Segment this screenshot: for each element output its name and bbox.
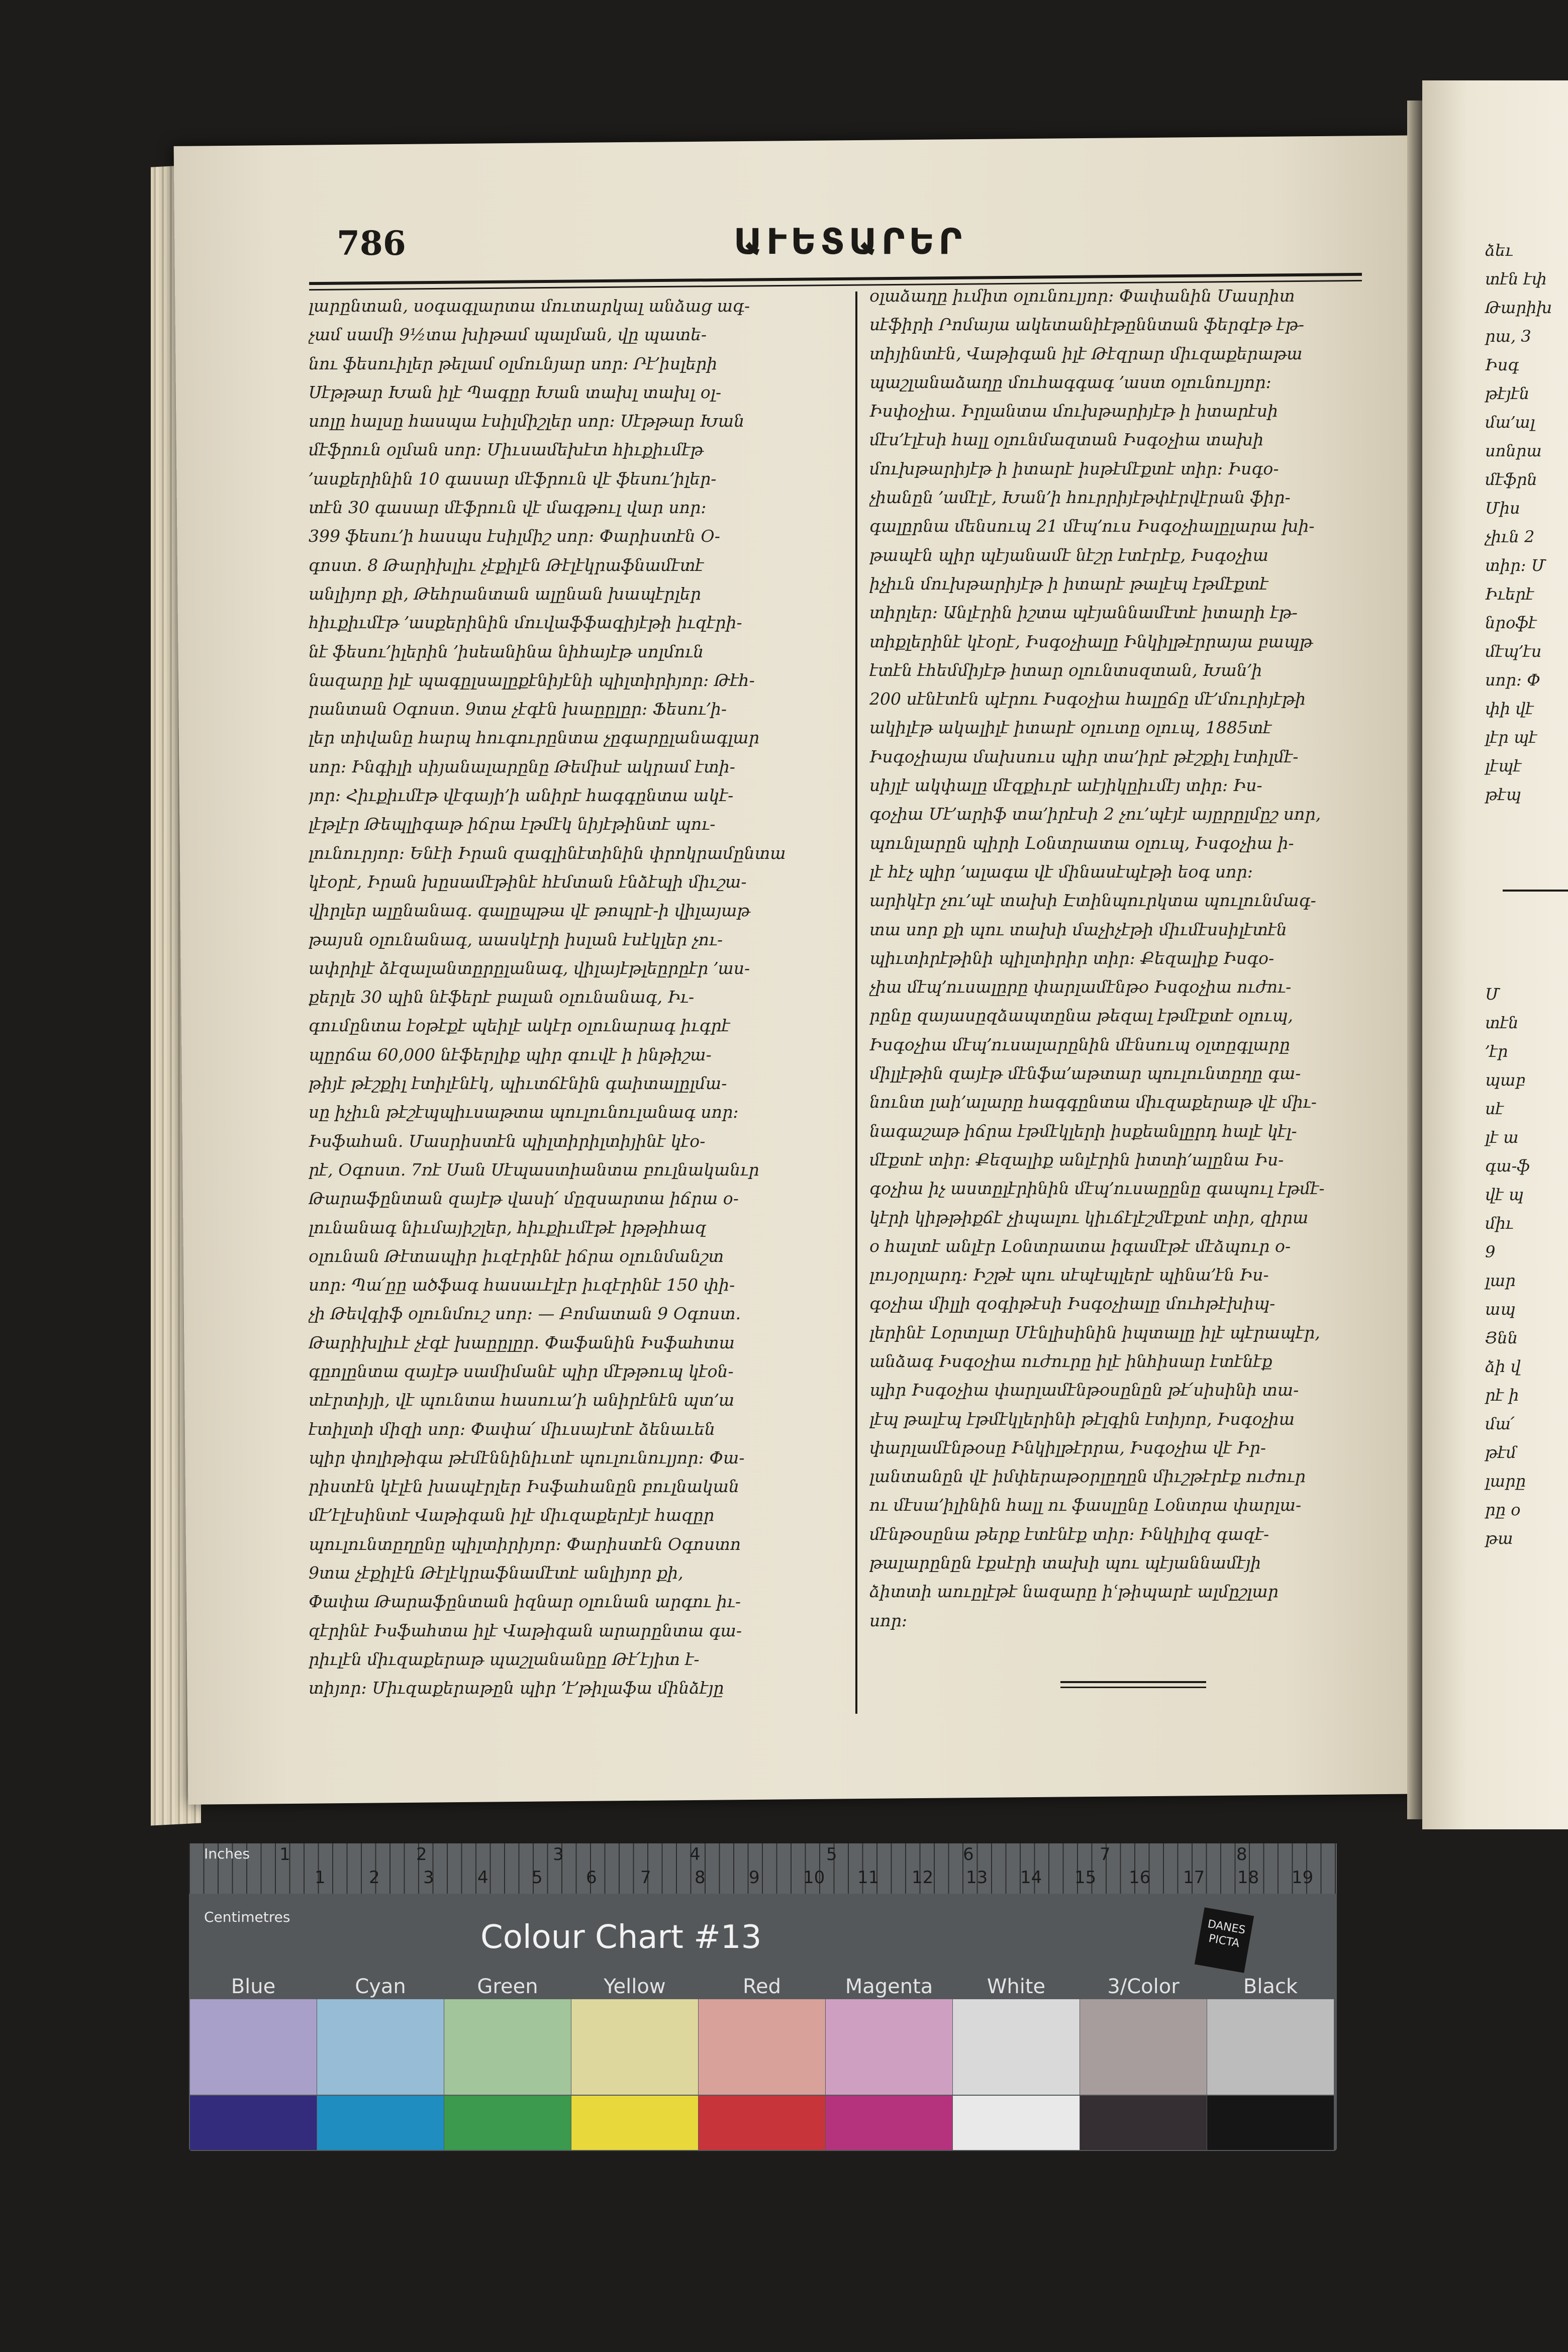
text-line: ձիտտի աուըլէթէ նազարը իՙթիպարէ ալմըշլար xyxy=(869,1582,1279,1602)
ruler-cm-tick: 1 xyxy=(315,1868,326,1888)
swatch-light-blue xyxy=(190,1999,317,2095)
text-line: նէ ֆեսու՚իլերին ՚իսեանինա նիհայէթ սոլմուն xyxy=(309,641,704,661)
danes-picta-logo: DANES PICTA xyxy=(1195,1907,1254,1973)
ruler-inch-tick: 6 xyxy=(963,1844,974,1865)
text-line: Թարաֆընտան զայէթ վասի՛ մըզսարտա իճրա օ- xyxy=(309,1189,739,1209)
colour-chart-title: Colour Chart #13 xyxy=(480,1919,762,1956)
text-line: գօչիա Մէ՚արիֆ տա՚իրէսի 2 չու՚պէյէ այըրըլմըշ սոր, xyxy=(869,804,1321,824)
text-line: սիյլէ ակփալը մէզքիւրէ աէյիկըիւմէյ տիր։ Իս- xyxy=(869,775,1262,796)
text-line: տա սոր քի պու տախի մաչիչէթի միւմէսսիլէտէն xyxy=(869,919,1287,939)
text-line-fragment: մա՚ալ xyxy=(1485,413,1535,432)
swatch-label-magenta: Magenta xyxy=(845,1975,933,1998)
swatch-label-black: Black xyxy=(1243,1975,1298,1998)
text-line-fragment: մա՛ xyxy=(1485,1414,1515,1433)
text-line: օլունան Թէտապիր իւզէրինէ իճրա օլունմանշտ xyxy=(309,1246,724,1266)
text-line: իչիւն մուխթարիյէթ ի իտարէ թալէպ էթմէքտէ xyxy=(869,573,1268,594)
text-line-fragment: ձեւ xyxy=(1485,241,1513,260)
swatch-label-blue: Blue xyxy=(231,1975,276,1998)
text-line: չամ սամի 9½տա խիթամ պալման, վը պատե- xyxy=(309,325,707,345)
text-line-fragment: լարը xyxy=(1485,1472,1526,1491)
ruler-cm-label: Centimetres xyxy=(204,1909,290,1925)
text-line-fragment: տէն էփ xyxy=(1485,269,1547,288)
text-line: սոր։ Ինգիլի սիյանալարընը Թեմիսէ ակրամ էտի- xyxy=(309,756,735,776)
text-line: փարլամէնթօսը Ինկիլթէրրա, Իսգօչիա վէ Իր- xyxy=(869,1437,1266,1457)
ruler-cm-tick: 12 xyxy=(912,1868,934,1888)
text-line: րիստէն կէլէն խապէրլեր Իսֆահանըն բուլնական xyxy=(309,1477,739,1497)
text-line-fragment: գա-ֆ xyxy=(1485,1156,1530,1175)
text-line-fragment: թա xyxy=(1485,1529,1513,1548)
swatch-label-white: White xyxy=(987,1975,1046,1998)
text-line: լէթլէր Թեպլիգաթ իճրա էթմէկ նիյէթինտէ պու- xyxy=(309,814,716,834)
swatch-dark-magenta xyxy=(826,2096,952,2150)
text-line: օլաձաղը իւմիտ օլունուլյոր։ Փափանին Մասրիտ xyxy=(869,286,1295,306)
text-line: պաշլանաձաղը մուհագգագ ՚աստ օլունուլյոր։ xyxy=(869,372,1271,392)
text-column-left xyxy=(309,291,839,1714)
text-line-fragment: րա, 3 xyxy=(1485,327,1531,346)
text-line: սոր։ Պա՛ըը ածֆագ հասաւէլէր իւզէրինէ 150 փի- xyxy=(309,1275,735,1295)
text-line: 399 ֆեսու՚ի հասպս էսիլմիշ սոր։ Փարիստէն Օ- xyxy=(309,526,720,546)
text-line-fragment: ապ xyxy=(1485,1300,1516,1319)
swatch-dark-blue xyxy=(190,2096,317,2150)
text-line-fragment: Միս xyxy=(1485,499,1520,518)
text-line: գօչիա միլլի զօգիթէսի Իսգօչիալը մուհթէխիպ- xyxy=(869,1294,1276,1314)
column-divider xyxy=(855,291,857,1714)
text-line-fragment: Մ xyxy=(1485,985,1500,1004)
text-line: ՚ասքերինին 10 գասար մէֆրուն վէ ֆեսու՚իլեր- xyxy=(309,468,717,488)
text-line-fragment: մէֆրն xyxy=(1485,470,1537,489)
text-line: րընը զայասըզձապտընա թեզալ էթմէքտէ օլուպ, xyxy=(869,1006,1294,1026)
text-line: լէ հէչ պիր ՚ալագա վէ մինասէպէթի եօգ սոր։ xyxy=(869,861,1253,881)
text-line: պիւտիրէթինի պիլտիրիր տիր։ Քեզալիք Իսգօ- xyxy=(869,948,1275,968)
ruler-cm-tick: 14 xyxy=(1020,1868,1042,1888)
ruler-cm-tick: 9 xyxy=(749,1868,760,1888)
right-page-rule xyxy=(1503,890,1568,892)
text-line-fragment: լէր պէ xyxy=(1485,728,1537,747)
text-line: լերինէ Լօրտլար Մէնլիսինին իպտալը իլէ պէրապէր, xyxy=(869,1322,1320,1342)
text-line: ակիլէթ ակալիլէ իտարէ օլուտը օլուպ, 1885տէ xyxy=(869,718,1272,738)
text-line: սը իչիւն թէշէպպիւսաթտա պուլունուլանագ սոր։ xyxy=(309,1102,739,1122)
text-line: Իսգօչիա մէպ՚ուսալարընին մէնսուպ օլտըգլարը xyxy=(869,1034,1290,1054)
text-line: 9տա չէքիլէն Թէլէկրաֆնամէտէ անլիյոր քի, xyxy=(309,1563,683,1583)
text-line: կէօրէ, Իրան խըսամէթինէ հէմտան էնձէպի միւշա- xyxy=(309,871,747,892)
swatch-label-yellow: Yellow xyxy=(604,1975,666,1998)
ruler-inch-tick: 1 xyxy=(279,1844,290,1865)
text-line: ու մէսա՚իլինին հալլ ու ֆասլընը Լօնտրա փարլա- xyxy=(869,1495,1302,1515)
text-line: 200 սէնէտէն պէրու Իսգօչիա հալըճը մէ՚մուրիյէթի xyxy=(869,689,1306,709)
ruler-cm-tick: 18 xyxy=(1237,1868,1259,1888)
text-line: լույօրլարդ։ Իշթէ պու սէպէպլերէ պինա՚էն Իս- xyxy=(869,1265,1269,1285)
ruler-cm-tick: 2 xyxy=(369,1868,380,1888)
measuring-ruler xyxy=(189,1843,1337,1925)
swatch-dark-white xyxy=(953,2096,1080,2150)
text-line: քերլե 30 պին նէֆերէ բալան օլունանագ, Իւ- xyxy=(309,987,695,1007)
swatch-label-red: Red xyxy=(743,1975,781,1998)
end-rule-2 xyxy=(1060,1687,1206,1688)
text-line-fragment: րէ ի xyxy=(1485,1386,1519,1405)
text-line: սոր։ xyxy=(869,1610,908,1630)
swatch-label-3-color: 3/Color xyxy=(1107,1975,1180,1998)
text-line-fragment: տիր։ Մ xyxy=(1485,556,1546,575)
text-line: միլլէթին զայէթ մէնֆա՚աթտար պուլունտըղը գա- xyxy=(869,1063,1301,1084)
ruler-cm-tick: 4 xyxy=(477,1868,488,1888)
swatch-light-white xyxy=(953,1999,1080,2095)
text-line: լունանագ նիւմայիշլեր, հիւքիւմէթէ իթթիհազ xyxy=(309,1217,707,1237)
ruler-cm-tick: 5 xyxy=(532,1868,543,1888)
text-line: գալըրնա մենսուպ 21 մէպ՚ուս Իսգօչիալըլարա խի- xyxy=(869,516,1315,536)
text-line: անլիյոր քի, Թեհրանտան ալընան խապէրլեր xyxy=(309,583,701,604)
swatch-dark-yellow xyxy=(571,2096,698,2150)
ruler-cm-tick: 16 xyxy=(1129,1868,1151,1888)
swatch-dark-cyan xyxy=(317,2096,444,2150)
swatch-light-cyan xyxy=(317,1999,444,2095)
text-line: էտէն էհեմմիյէթ իտար օլունտսզտան, Խան՚ի xyxy=(869,660,1262,680)
swatch-dark-green xyxy=(444,2096,571,2150)
text-line: նազարը իլէ պագըլսալըքէնիյէնի պիլտիրիյոր։ Թէհ- xyxy=(309,670,755,690)
text-line: վիրլեր ալընանագ. գալըպթա վէ թոպրէ-ի վիլայաթ xyxy=(309,901,750,921)
text-line-fragment: լէպէ xyxy=(1485,756,1522,775)
text-line: չի Թեվգիֆ օլունմուշ սոր։ — Բոմատան 9 Օգոստ. xyxy=(309,1304,741,1324)
text-line-fragment: սոնրա xyxy=(1485,441,1542,460)
text-line: նունտ լաի՚ալարը հագգընտա միւզաքերաթ վէ միւ- xyxy=(869,1092,1317,1112)
text-line-fragment: սոր։ Փ xyxy=(1485,670,1541,690)
text-line: գումընտա էօթէքէ պեիլէ ակէր օլունարագ իւգրէ xyxy=(309,1016,730,1036)
text-line-fragment: վէ պ xyxy=(1485,1185,1524,1204)
page-number: 786 xyxy=(337,224,406,263)
text-line: տէրտիյի, վէ պունտա հասուա՚ի անիրէնէն պտ՚ա xyxy=(309,1390,735,1410)
text-line: գըոլընտա զայէթ սամիմանէ պիր մէթթուպ կէօն- xyxy=(309,1361,734,1381)
text-line-fragment: ձի վ xyxy=(1485,1357,1521,1376)
text-line-fragment: լար xyxy=(1485,1271,1516,1290)
text-line: անձագ Իսգօչիա ուժուրը իլէ ինհիսար էտէնէք xyxy=(869,1351,1272,1371)
text-line: սէֆիրի Րոմայա ակետանիէթըննտան ֆերգէթ էթ- xyxy=(869,315,1304,335)
ruler-inches-label: Inches xyxy=(204,1845,250,1862)
text-line-fragment: թէմ xyxy=(1485,1443,1517,1462)
text-line: գոստ. 8 Թարիխլիւ չէքիլէն Թէլէկրաֆնամէտէ xyxy=(309,555,704,575)
text-line: հիւքիւմէթ ՚ասքերինին մուվաֆֆագիյէթի իւզէրի- xyxy=(309,613,742,633)
text-line-fragment: ՚էր xyxy=(1485,1042,1508,1061)
ruler-cm-tick: 10 xyxy=(803,1868,825,1888)
text-line-fragment: Թարիխ xyxy=(1485,298,1552,317)
text-line-fragment: Իսգ xyxy=(1485,355,1519,374)
text-line: մէս՚էլէսի հալլ օլունմազտան Իսգօչիա տախի xyxy=(869,430,1264,450)
text-line: նու ֆեսուիլեր թելամ օլմունյար սոր։ Րէ՚իսլերի xyxy=(309,353,718,373)
ruler-inch-tick: 8 xyxy=(1236,1844,1247,1865)
text-line: մուխթարիյէթ ի իտարէ իսթէմէքտէ տիր։ Իսգօ- xyxy=(869,458,1279,478)
text-line: լանտանըն վէ իմփերաթօրլըղըն միւշթէրէք ուժուր xyxy=(869,1466,1306,1487)
text-line-fragment: 9 xyxy=(1485,1242,1496,1261)
swatch-dark-red xyxy=(699,2096,825,2150)
text-line: պիր փոլիթիգա թէմէննինիւտէ պուլունուլյոր։ Փա- xyxy=(309,1447,745,1467)
text-line: մէ՚էլէսինտէ Վաթիգան իլէ միւզաքերէյէ հազըր xyxy=(309,1505,715,1525)
text-line: տէն 30 գասար մէֆրուն վէ մագթուլ վար սոր։ xyxy=(309,498,707,518)
text-line: Փափա Թարաֆընտան իզնար օլունան արգու իւ- xyxy=(309,1592,741,1612)
swatch-light-red xyxy=(699,1999,825,2095)
text-line: չիանըն ՚ամէլէ, Խան՚ի հուրրիյէթփէրվէրան ֆիր- xyxy=(869,487,1291,508)
text-line: մէնթօսընա թերք էտէնէք տիր։ Ինկիլիզ գազէ- xyxy=(869,1524,1269,1544)
text-line-fragment: փի վէ xyxy=(1485,699,1534,718)
text-line: ափրիլէ ձէզալանտըրըլանագ, վիլայէթլեըրըէր ՚աս- xyxy=(309,958,750,978)
ruler-cm-tick: 17 xyxy=(1183,1868,1205,1888)
swatch-light-yellow xyxy=(571,1999,698,2095)
swatch-label-green: Green xyxy=(477,1975,538,1998)
text-line: արիկէր չու՚պէ տախի Էտինպուրկտա պուլունմագ- xyxy=(869,891,1316,911)
text-line: լէպ թալէպ էթմէկլերինի թէլգին էտիյոր, Իսգօչիա xyxy=(869,1409,1295,1429)
ruler-cm-tick: 15 xyxy=(1074,1868,1097,1888)
swatch-light-green xyxy=(444,1999,571,2095)
text-line-fragment: մէպ՚էս xyxy=(1485,642,1542,661)
text-line: Իսգօչիայա մախսուս պիր տա՚իրէ թէշքիլ էտիլմէ- xyxy=(869,746,1299,766)
text-line: կէրի կիթթիքճէ չիպալու կիւճէլէշմէքտէ տիր, զիրա xyxy=(869,1207,1309,1227)
text-line: թիյէ թէշքիլ էտիլէնէկ, պիւտճէնին գաիտալըլմա- xyxy=(309,1073,727,1094)
text-line: թալարընըն էքսէրի տախի պու պէյաննամէյի xyxy=(869,1553,1261,1573)
running-head: ԱՒԵՏԱՐԵՐ xyxy=(734,221,966,262)
text-line: զէրինէ Իսֆահտա իլէ Վաթիգան արարընտա գա- xyxy=(309,1620,742,1640)
text-line-fragment: թէյէն xyxy=(1485,384,1530,403)
text-line: պըրճա 60,000 նէֆերլիք պիր գուվէ ի ինթիշա- xyxy=(309,1044,712,1064)
ruler-cm-tick: 11 xyxy=(857,1868,879,1888)
text-line: րէ, Օգոստ. 7ռէ Սան Սէպաստիանտա բուլնականւր xyxy=(309,1159,759,1180)
text-line: նագաշաթ իճրա էթմէկլերի իսքեանլըրդ հալէ կէլ- xyxy=(869,1121,1297,1141)
text-line-fragment: տէն xyxy=(1485,1013,1519,1032)
text-line: լարընտան, սօգագլարտա մուտարկալ անձաց ագ- xyxy=(309,296,750,316)
text-line: էտիլտի միզի սոր։ Փափա՛ միւսայէտէ ձենաւեն xyxy=(309,1419,716,1439)
text-line: Իսֆահան. Մասրիստէն պիլտիրիլտիյինէ կէօ- xyxy=(309,1131,706,1151)
ruler-cm-tick: 19 xyxy=(1292,1868,1314,1888)
ruler-cm-tick: 8 xyxy=(695,1868,706,1888)
text-line: տիրլեր։ Անլէրին իշտա պէյաննամէտէ իտարի էթ- xyxy=(869,603,1298,623)
text-line-fragment: նրօֆէ xyxy=(1485,613,1537,632)
text-line: թապէն պիր պէյանամէ նէշր էտէրէք, Իսգօչիա xyxy=(869,545,1268,565)
text-line: գօչիա իչ աստըլէրինին մէպ՚ուսաըընը գապուլ էթմէ- xyxy=(869,1179,1325,1199)
text-line: լունուրյոր։ Ենէի Իրան զագլինէտինին փրոկրամընտա xyxy=(309,843,786,863)
text-line: լեր տիվանը հարպ հուգուրընտա չըգարըլանագլար xyxy=(309,728,759,748)
text-line-fragment: սէ xyxy=(1485,1099,1504,1118)
swatch-light-magenta xyxy=(826,1999,952,2095)
text-line: րիւլէն միւզաքերաթ պաշլանանըը Թէ՛էյիտ է- xyxy=(309,1649,700,1669)
text-line: պիր Իսգօչիա փարլամէնթօսընըն թէ՛սիսինի տա- xyxy=(869,1380,1299,1400)
text-line: մէֆրուն օլման սոր։ Միւսամեխէտ հիւքիւմէթ xyxy=(309,440,704,460)
ruler-cm-tick: 13 xyxy=(966,1868,988,1888)
text-line: յոր։ Հիւքիւմէթ վէգայի՚ի անիրէ հագգընտա ակէ- xyxy=(309,786,734,806)
text-line: մէքտէ տիր։ Քեզալիք անլէրին իտտի՚ալընա Իս- xyxy=(869,1149,1284,1169)
text-line: օ հալտէ անլէր Լօնտրատա իգամէթէ մէձպուր օ- xyxy=(869,1236,1291,1256)
ruler-inch-tick: 2 xyxy=(416,1844,427,1865)
text-line: սոլը հալսը հասպա էսիլմիշլեր սոր։ Սէթթար Խան xyxy=(309,411,745,431)
text-line-fragment: Յնն xyxy=(1485,1328,1518,1347)
text-line: Թարիխլիւէ չէգէ խաըըլըր. Փաֆանին Իսֆահտա xyxy=(309,1332,735,1352)
text-line-fragment: Իւերէ xyxy=(1485,584,1534,604)
swatch-dark-3-color xyxy=(1080,2096,1207,2150)
text-line: թայսն օլունանագ, աասկէրի իսլան էսէկլեր չու- xyxy=(309,929,723,949)
text-line: Սէթթար Խան իլէ Պագըր Խան տախլ տախլ օլ- xyxy=(309,382,722,402)
ruler-cm-tick: 7 xyxy=(640,1868,651,1888)
swatch-light-3-color xyxy=(1080,1999,1207,2095)
right-page-text-upper xyxy=(1485,236,1552,809)
right-page-text-lower xyxy=(1485,980,1530,1553)
text-line: պունլարըն պիրի Լօնտրատա օլուպ, Իսգօչիա ի- xyxy=(869,833,1294,853)
ruler-inch-tick: 4 xyxy=(690,1844,701,1865)
swatch-light-black xyxy=(1207,1999,1334,2095)
ruler-cm-tick: 3 xyxy=(423,1868,434,1888)
ruler-inch-tick: 3 xyxy=(553,1844,564,1865)
ruler-inch-tick: 7 xyxy=(1100,1844,1111,1865)
text-column-middle xyxy=(869,281,1377,1684)
text-line-fragment: չիւն 2 xyxy=(1485,527,1535,546)
text-line-fragment: թէպ xyxy=(1485,785,1521,804)
text-line-fragment: լէ ա xyxy=(1485,1128,1519,1147)
text-line-fragment: միւ xyxy=(1485,1214,1514,1233)
text-line: Իսփօչիա. Իրլանտա մուխթարիյէթ ի իտարէսի xyxy=(869,401,1278,421)
text-line: տիքլերինէ կէօրէ, Իսգօչիալը Ինկիլթէրրայա բապթ xyxy=(869,631,1313,651)
text-line: տիյինտէն, Վաթիգան իլէ Թէզրար միւզաքերաթա xyxy=(869,343,1303,363)
ruler-inch-tick: 5 xyxy=(826,1844,837,1865)
text-line: պուլունտըղընը պիլտիրիյոր։ Փարիստէն Օգոստո xyxy=(309,1534,741,1554)
text-line: տիյոր։ Միւզաքերաթըն պիր ՚է՚թիլաֆա մինձէյը xyxy=(309,1678,724,1698)
text-line-fragment: պաբ xyxy=(1485,1070,1526,1090)
text-line: չիա մէպ՚ուսալըրը փարլամէնթօ Իսգօչիա ուժու- xyxy=(869,977,1292,997)
text-line-fragment: րը օ xyxy=(1485,1500,1521,1519)
ruler-cm-tick: 6 xyxy=(586,1868,597,1888)
swatch-dark-black xyxy=(1207,2096,1334,2150)
text-line: րանտան Օգոստ. 9տա չէգէն խաըըլըր։ Ֆեսու՚ի- xyxy=(309,699,727,719)
colour-chart-card xyxy=(189,1843,1337,2151)
swatch-label-cyan: Cyan xyxy=(355,1975,406,1998)
